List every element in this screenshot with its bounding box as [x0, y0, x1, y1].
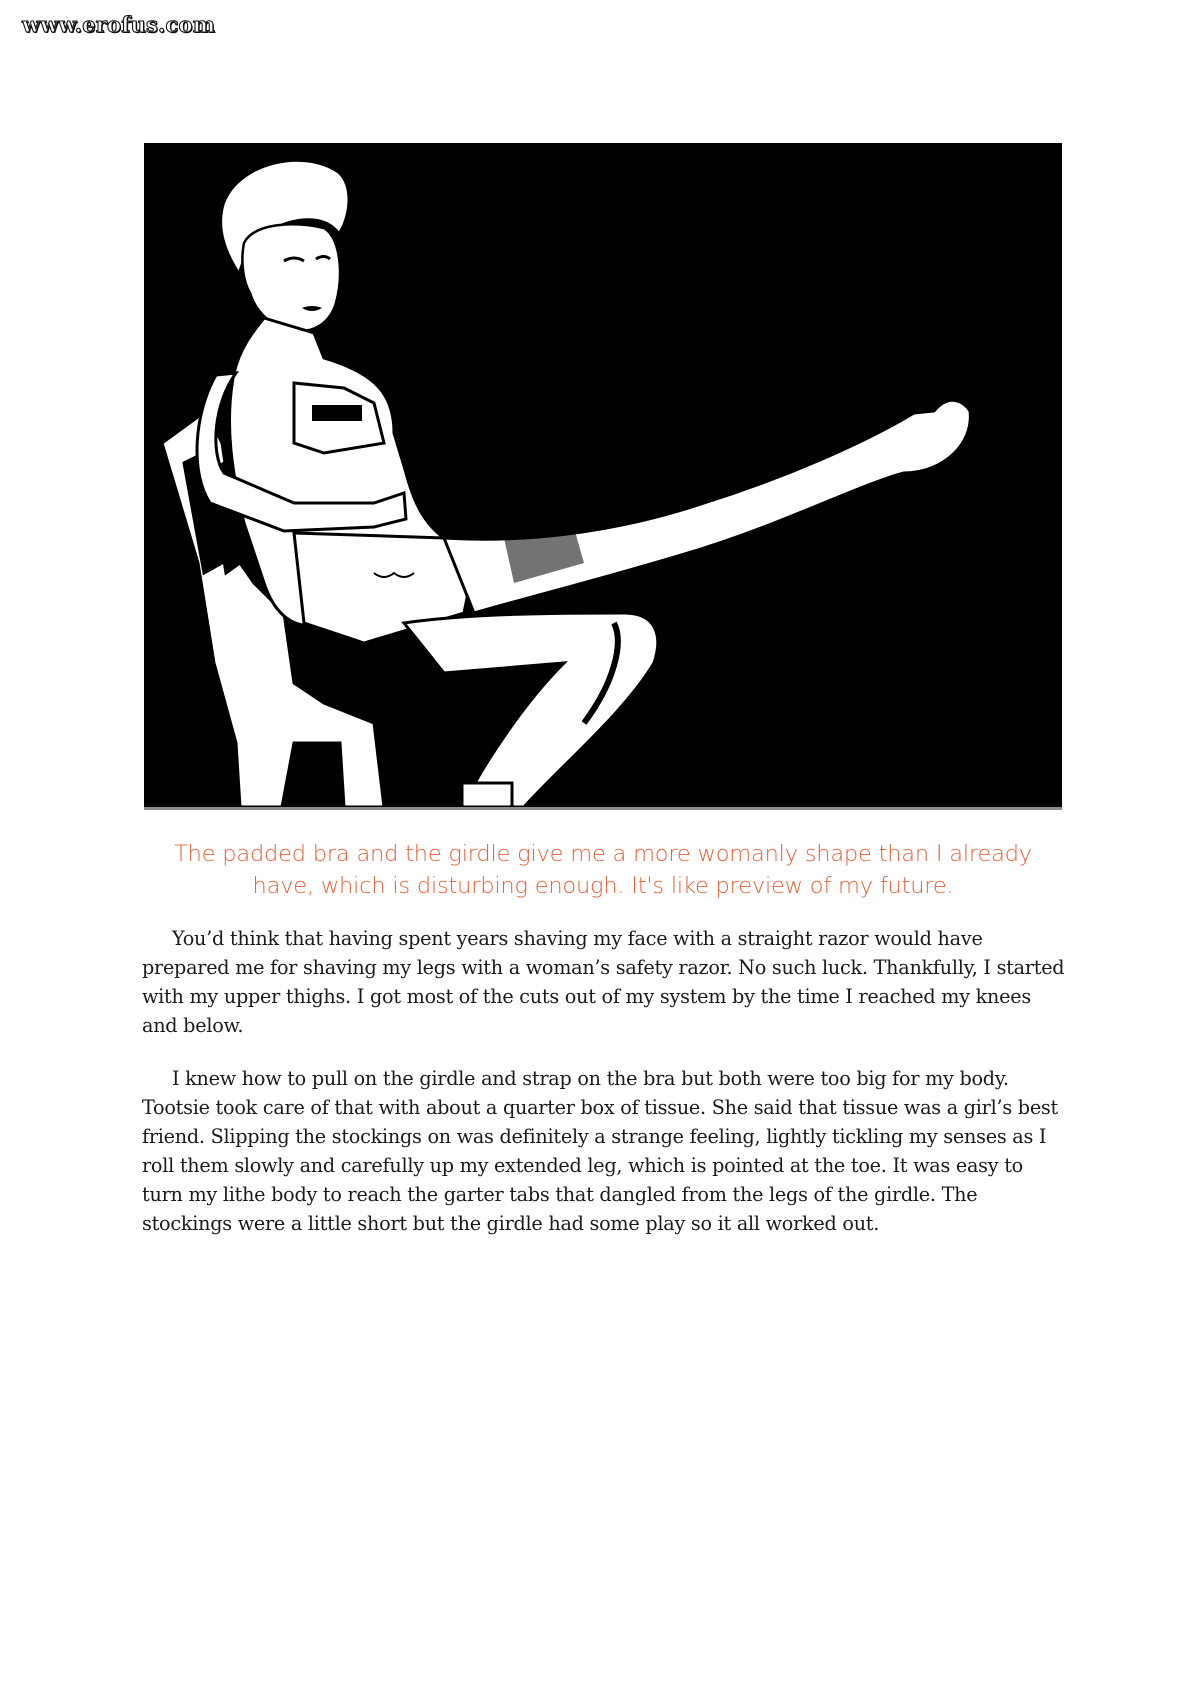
illustration-caption: The padded bra and the girdle give me a more womanly shape than I already have, which is disturbing enough. It's like preview of my future. — [174, 841, 1032, 899]
story-text — [142, 924, 1066, 1262]
illustration-bottom-rule — [144, 807, 1062, 810]
paragraph: I knew how to pull on the girdle and strap on the bra but both were too big for my body. Tootsie took care of that with about a quarter box of tissue. She said that tissue was a girl’s best friend. Slipping the stockings on was definitely a strange feeling, lightly tickling my senses as I roll them slowly and carefully up my extended leg, which is pointed at the toe. It was easy to turn my lithe body to reach the garter tabs that dangled from the legs of the girdle. The stockings were a little short but the girdle had some play so it all worked out. — [142, 1067, 1058, 1235]
site-watermark: www.erofus.com — [22, 12, 216, 37]
seated-figure-illustration — [144, 143, 1062, 807]
illustration-panel — [144, 143, 1062, 807]
paragraph: You’d think that having spent years shaving my face with a straight razor would have prepared me for shaving my legs with a woman’s safety razor. No such luck. Thankfully, I started with my upper thighs. I got most of the cuts out of my system by the time I reached my knees and below. — [142, 927, 1065, 1037]
